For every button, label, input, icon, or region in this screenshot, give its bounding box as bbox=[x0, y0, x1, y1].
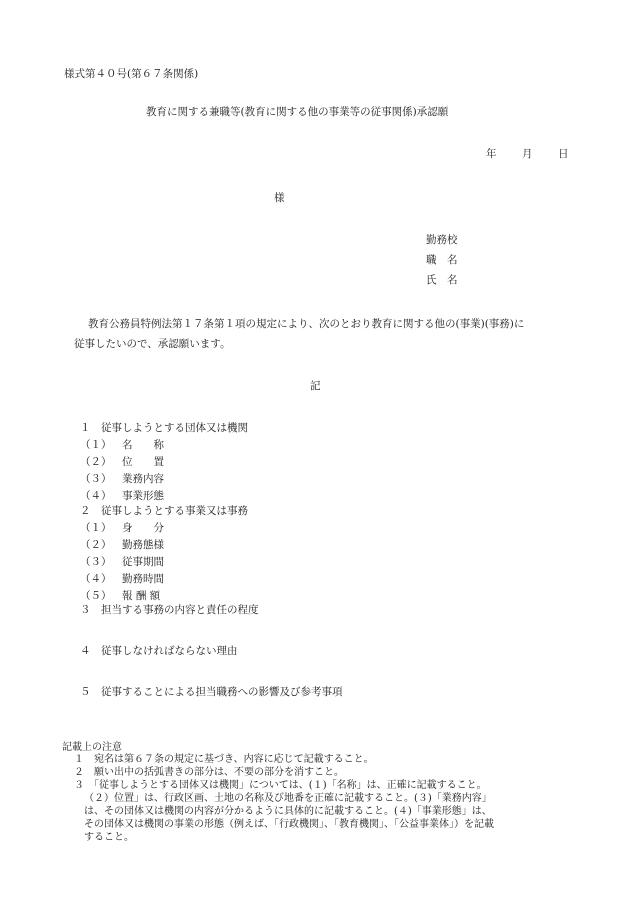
section-2-item bbox=[80, 571, 164, 586]
form-number: 様式第４０号(第６７条関係) bbox=[64, 68, 199, 80]
item-number: （１） bbox=[80, 439, 112, 451]
note-1: １ 宛名は第６７条の規定に基づき、内容に応じて記載すること。 bbox=[74, 754, 374, 765]
item-number: （２） bbox=[80, 539, 112, 551]
note-3-line-4: その団体又は機関の事業の形態（例えば、「行政機関」、「教育機関」、「公益事業体」）を記載 bbox=[84, 819, 494, 830]
item-label: 事業形態 bbox=[122, 490, 164, 502]
item-label: 業務内容 bbox=[122, 473, 164, 485]
item-number: （１） bbox=[80, 522, 112, 534]
item-label: 位 置 bbox=[122, 456, 164, 468]
item-number: （４） bbox=[80, 490, 112, 502]
section-1-item bbox=[80, 454, 164, 469]
body-line-1: 教育公務員特例法第１７条第１項の規定により、次のとおり教育に関する他の(事業)(事務)に bbox=[88, 318, 525, 330]
item-label: 名 称 bbox=[122, 439, 164, 451]
notes-heading: 記載上の注意 bbox=[62, 742, 122, 753]
section-1-title: １ 従事しようとする団体又は機関 bbox=[80, 422, 248, 434]
name-label: 氏 名 bbox=[426, 274, 458, 286]
addressee-suffix: 様 bbox=[274, 192, 285, 204]
item-label: 報 酬 額 bbox=[122, 590, 161, 602]
date-day: 日 bbox=[558, 148, 569, 160]
item-label: 勤務態様 bbox=[122, 539, 164, 551]
ki-marker: 記 bbox=[310, 380, 321, 392]
section-1-item bbox=[80, 488, 164, 503]
section-1-item bbox=[80, 471, 164, 486]
document-title: 教育に関する兼職等(教育に関する他の事業等の従事関係)承認願 bbox=[146, 106, 449, 118]
section-1-item bbox=[80, 437, 164, 452]
section-2-item bbox=[80, 520, 164, 535]
section-2-title: ２ 従事しようとする事業又は事務 bbox=[80, 505, 248, 517]
item-label: 勤務時間 bbox=[122, 573, 164, 585]
date-year: 年 bbox=[486, 148, 497, 160]
item-label: 身 分 bbox=[122, 522, 164, 534]
section-4-title: ４ 従事しなければならない理由 bbox=[80, 645, 238, 657]
position-label: 職 名 bbox=[426, 254, 458, 266]
item-number: （２） bbox=[80, 456, 112, 468]
date-month: 月 bbox=[522, 148, 533, 160]
body-line-2: 従事したいので、承認願います。 bbox=[74, 338, 231, 350]
note-3-line-2: （２）位置」は、行政区画、土地の名称及び地番を正確に記載すること。(３)「業務内容」 bbox=[84, 793, 492, 804]
note-3-line-3: は、その団体又は機関の内容が分かるように具体的に記載すること。(４)「事業形態」は、 bbox=[84, 806, 492, 817]
item-number: （４） bbox=[80, 573, 112, 585]
section-3-title: ３ 担当する事務の内容と責任の程度 bbox=[80, 604, 259, 616]
section-5-title: ５ 従事することによる担当職務への影響及び参考事項 bbox=[80, 686, 343, 698]
item-number: （３） bbox=[80, 556, 112, 568]
school-label: 勤務校 bbox=[426, 234, 458, 246]
item-number: （３） bbox=[80, 473, 112, 485]
note-3-line-5: すること。 bbox=[84, 832, 134, 843]
item-number: （５） bbox=[80, 590, 112, 602]
section-2-item bbox=[80, 588, 160, 603]
section-2-item bbox=[80, 554, 164, 569]
item-label: 従事期間 bbox=[122, 556, 164, 568]
section-2-item bbox=[80, 537, 164, 552]
note-2: ２ 願い出中の括弧書きの部分は、不要の部分を消すこと。 bbox=[74, 767, 344, 778]
note-3-line-1: ３ 「従事しようとする団体又は機関」については、(１)「名称」は、正確に記載すること。 bbox=[74, 780, 487, 791]
